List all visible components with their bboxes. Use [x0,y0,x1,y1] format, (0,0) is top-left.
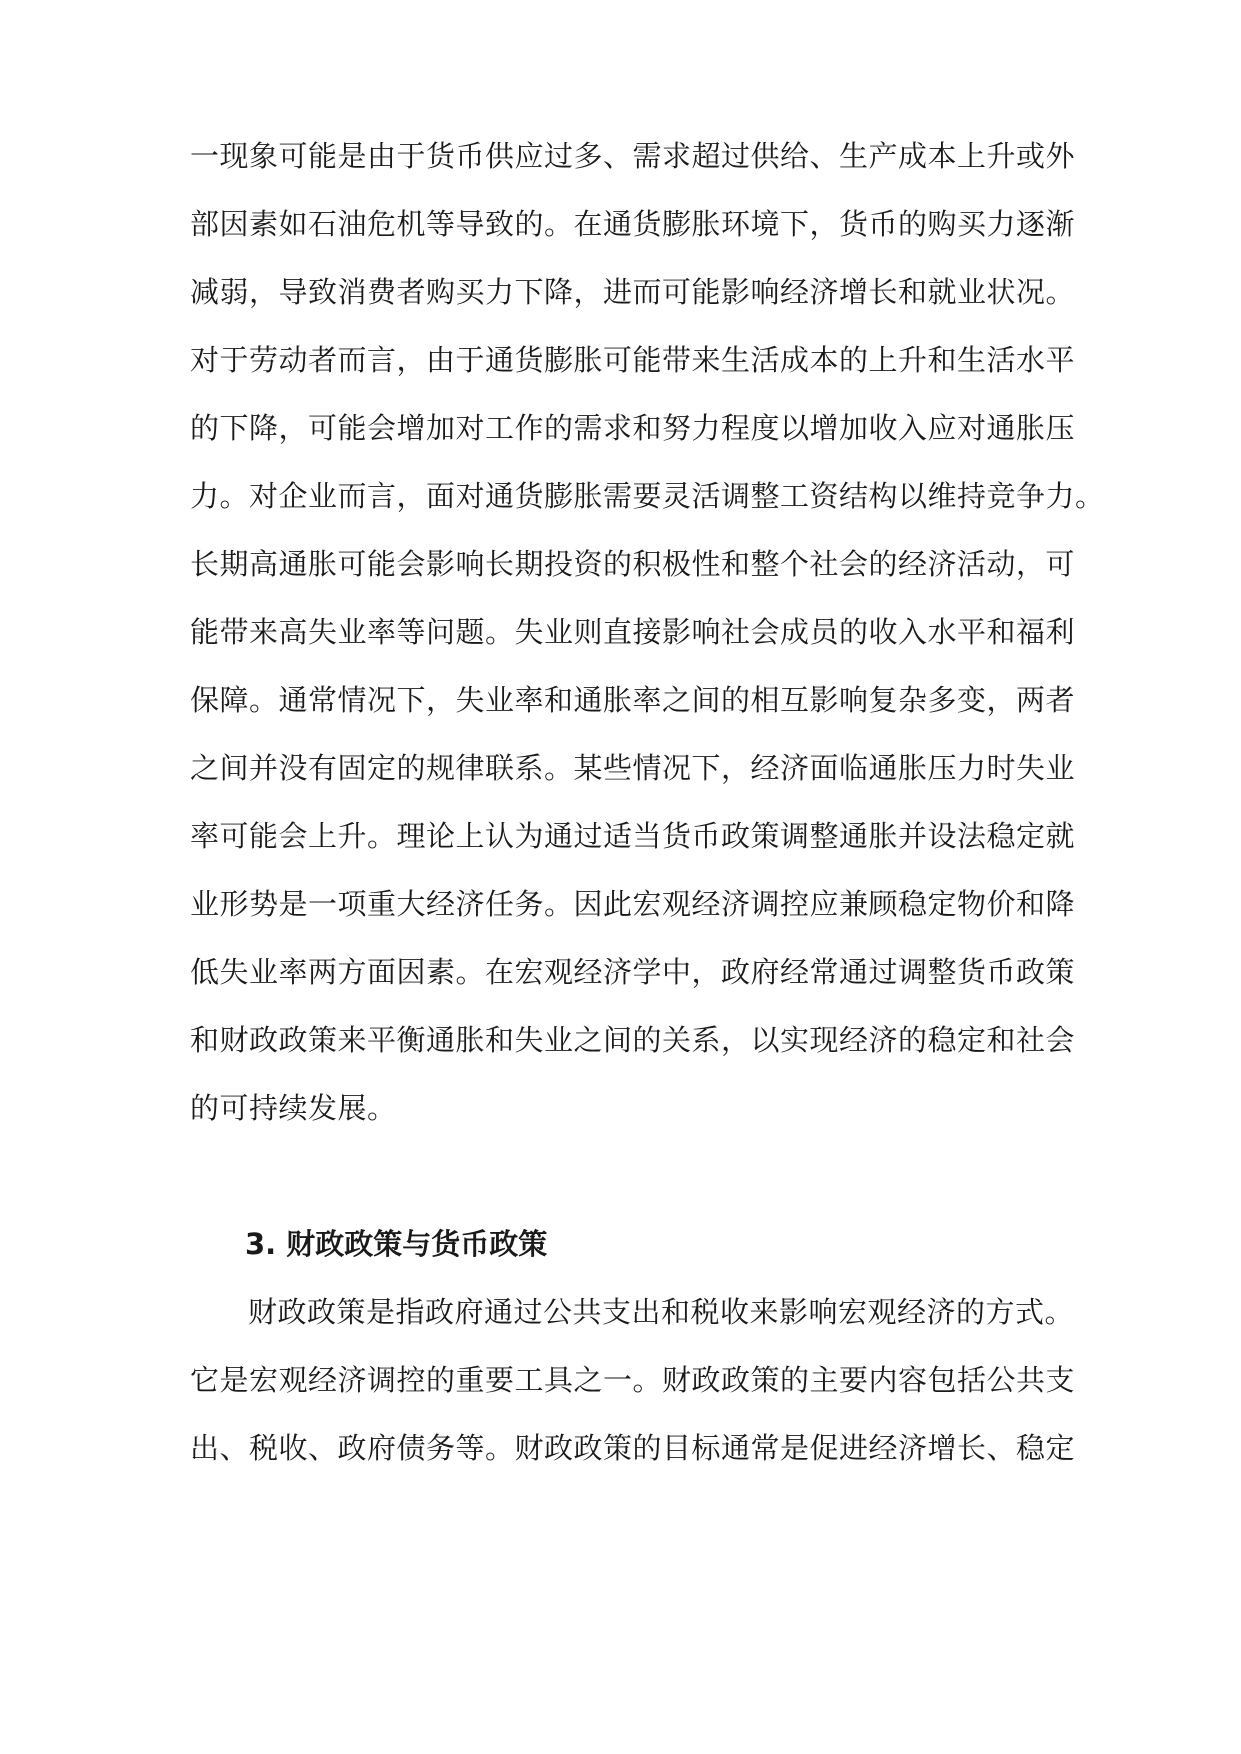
paragraph-line: 力。对企业而言，面对通货膨胀需要灵活调整工资结构以维持竞争力。 [190,479,1105,513]
paragraph-line: 它是宏观经济调控的重要工具之一。财政政策的主要内容包括公共支 [190,1363,1076,1397]
paragraph-line: 业形势是一项重大经济任务。因此宏观经济调控应兼顾稳定物价和降 [190,887,1076,921]
paragraph-line: 的可持续发展。 [190,1091,397,1125]
paragraph-line: 出、税收、政府债务等。财政政策的目标通常是促进经济增长、稳定 [190,1431,1076,1465]
paragraph-line: 低失业率两方面因素。在宏观经济学中，政府经常通过调整货币政策 [190,955,1076,989]
paragraph-line: 长期高通胀可能会影响长期投资的积极性和整个社会的经济活动，可 [190,547,1076,581]
paragraph-line: 部因素如石油危机等导致的。在通货膨胀环境下，货币的购买力逐渐 [190,207,1076,241]
paragraph-line: 之间并没有固定的规律联系。某些情况下，经济面临通胀压力时失业 [190,751,1076,785]
paragraph-line: 率可能会上升。理论上认为通过适当货币政策调整通胀并设法稳定就 [190,819,1076,853]
paragraph-line: 财政政策是指政府通过公共支出和税收来影响宏观经济的方式。 [248,1295,1075,1329]
paragraph-line: 减弱，导致消费者购买力下降，进而可能影响经济增长和就业状况。 [190,275,1076,309]
paragraph-line: 一现象可能是由于货币供应过多、需求超过供给、生产成本上升或外 [190,139,1076,173]
paragraph-line: 对于劳动者而言，由于通货膨胀可能带来生活成本的上升和生活水平 [190,343,1076,377]
paragraph-line: 的下降，可能会增加对工作的需求和努力程度以增加收入应对通胀压 [190,411,1076,445]
paragraph-line: 能带来高失业率等问题。失业则直接影响社会成员的收入水平和福利 [190,615,1076,649]
paragraph-line: 和财政政策来平衡通胀和失业之间的关系，以实现经济的稳定和社会 [190,1023,1076,1057]
paragraph-line: 保障。通常情况下，失业率和通胀率之间的相互影响复杂多变，两者 [190,683,1076,717]
section-heading: 3. 财政政策与货币政策 [245,1227,548,1261]
